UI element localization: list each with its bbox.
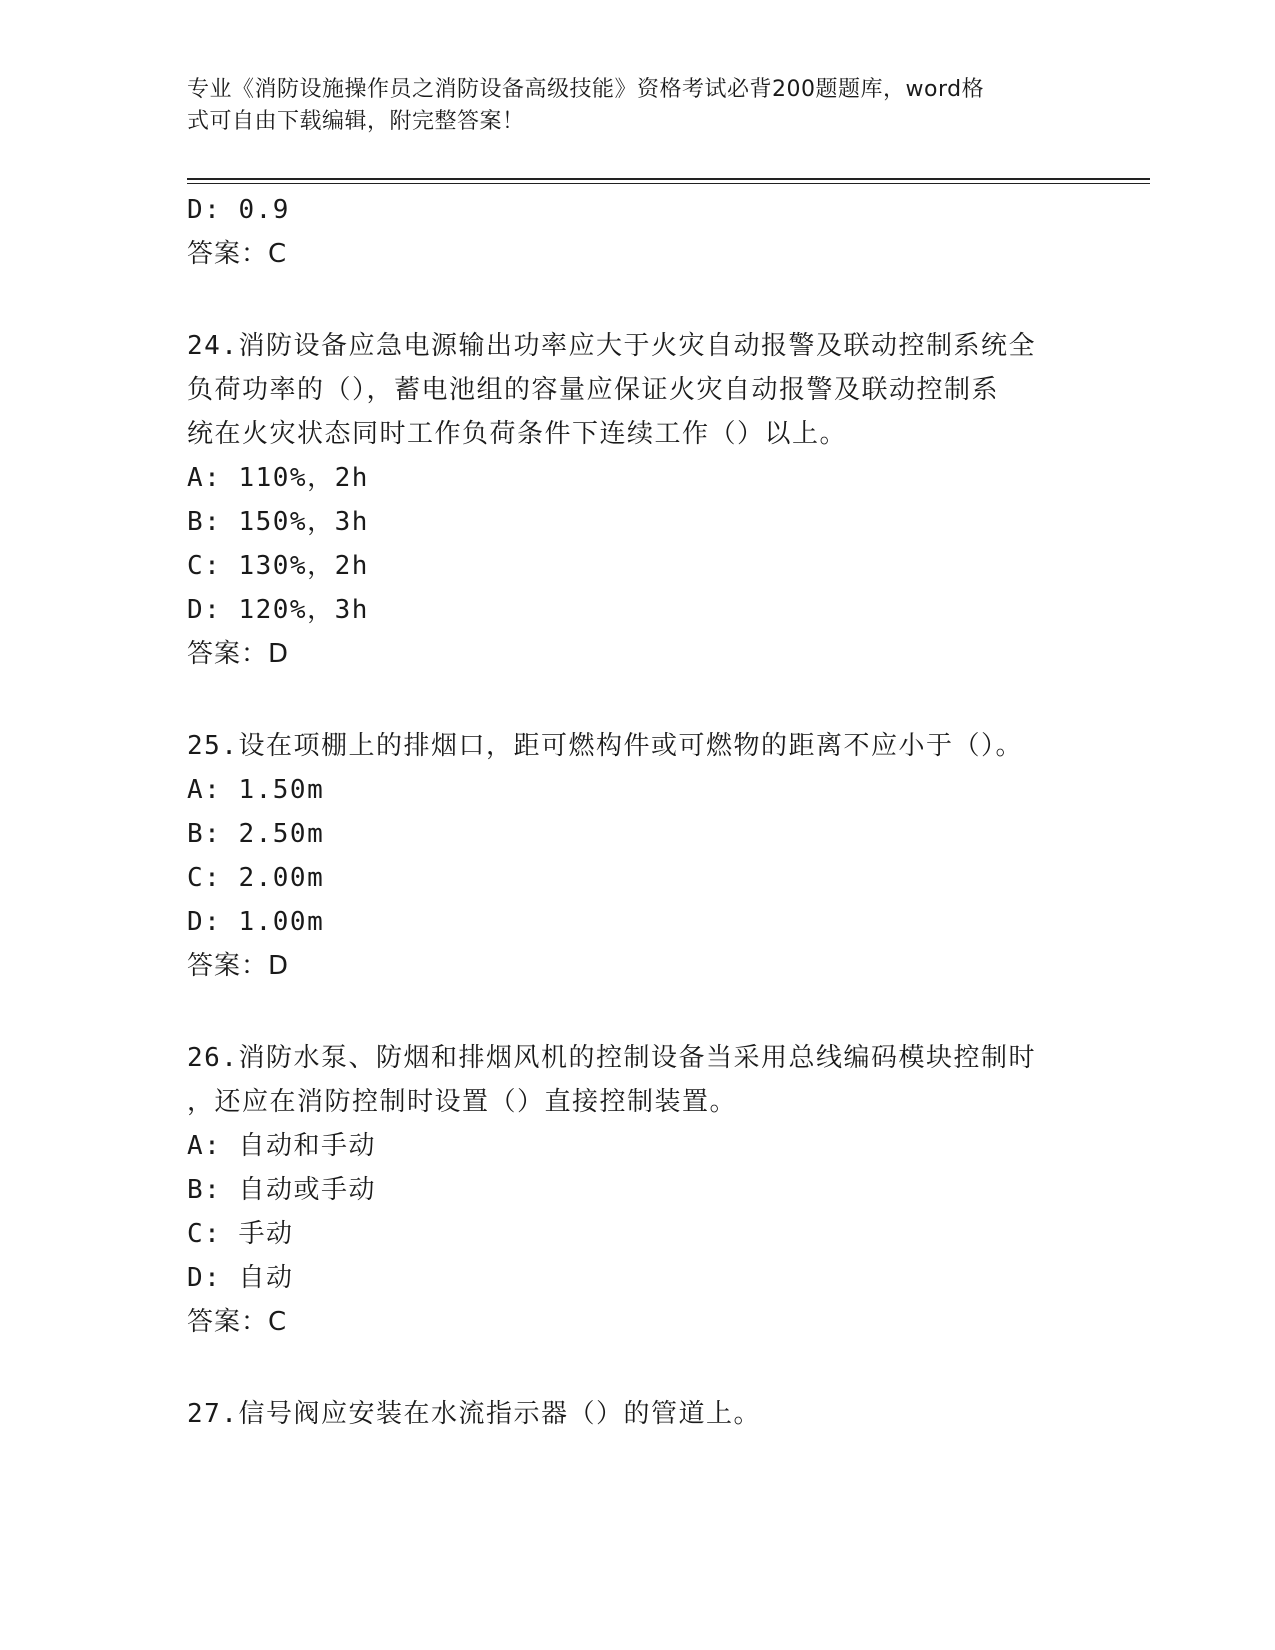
option-a: A: 110%，2h: [187, 463, 369, 493]
option-c: C: 2.00m: [187, 863, 325, 893]
option-d: D: 1.00m: [187, 907, 325, 937]
answer: 答案：C: [187, 1307, 288, 1337]
option-b: B: 自动或手动: [187, 1175, 376, 1205]
question-27-text: 27.信号阀应安装在水流指示器（）的管道上。: [187, 1399, 761, 1429]
option-a: A: 1.50m: [187, 775, 325, 805]
option-c: C: 130%，2h: [187, 551, 369, 581]
answer: 答案：C: [187, 239, 288, 269]
option-d: D: 自动: [187, 1263, 294, 1293]
answer: 答案：D: [187, 639, 290, 669]
question-24-text: 负荷功率的（），蓄电池组的容量应保证火灾自动报警及联动控制系: [187, 375, 1000, 405]
option-b: B: 2.50m: [187, 819, 325, 849]
question-26-text: 26.消防水泵、防烟和排烟风机的控制设备当采用总线编码模块控制时: [187, 1043, 1036, 1073]
option-d: D: 120%，3h: [187, 595, 369, 625]
option-a: A: 自动和手动: [187, 1131, 376, 1161]
header-line-1: 专业《消防设施操作员之消防设备高级技能》资格考试必背200题题库，word格: [187, 77, 985, 102]
page-header: [187, 74, 1067, 138]
header-rule-thin: [187, 183, 1150, 184]
question-24-text: 24.消防设备应急电源输出功率应大于火灾自动报警及联动控制系统全: [187, 331, 1036, 361]
header-line-2: 式可自由下载编辑，附完整答案！: [187, 109, 525, 134]
question-24-text: 统在火灾状态同时工作负荷条件下连续工作（）以上。: [187, 419, 848, 449]
option-d: D: 0.9: [187, 195, 290, 225]
option-b: B: 150%，3h: [187, 507, 369, 537]
question-25-text: 25.设在项棚上的排烟口，距可燃构件或可燃物的距离不应小于（）。: [187, 731, 1023, 761]
answer: 答案：D: [187, 951, 290, 981]
question-26-text: ，还应在消防控制时设置（）直接控制装置。: [187, 1087, 738, 1117]
option-c: C: 手动: [187, 1219, 294, 1249]
header-rule-thick: [187, 178, 1150, 180]
